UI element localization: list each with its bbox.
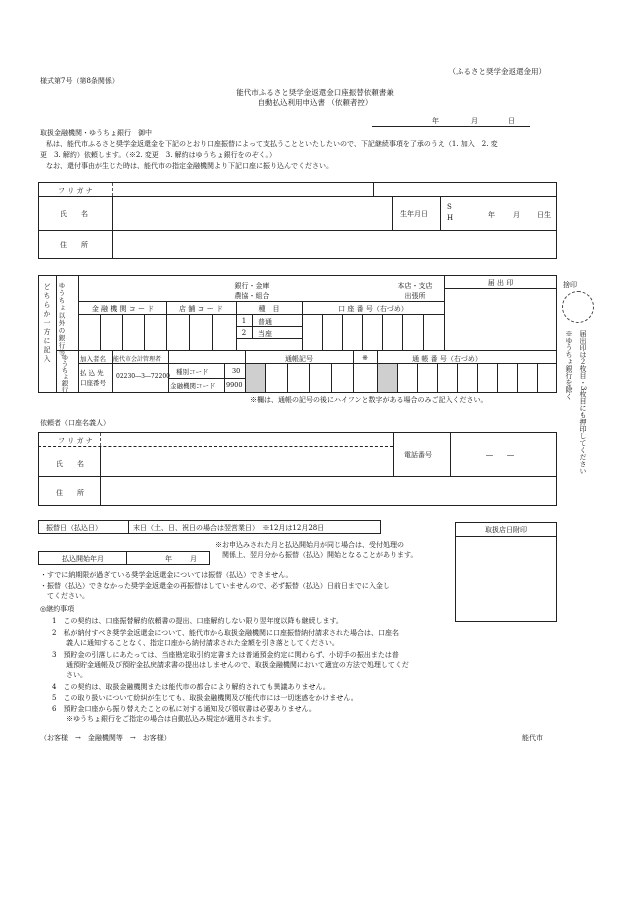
intro-paragraph-2: なお、還付事由が生じた時は、能代市の指定金融機関より下記口座に振り込んでください。 <box>46 162 333 170</box>
inst-code-value: 9900 <box>226 381 243 389</box>
addressee: 取扱金融機関・ゆうちょ銀行 御中 <box>40 129 152 137</box>
start-notice-2: 関係上、翌月分から振替（払込）開始となることがあります。 <box>222 551 418 559</box>
col-account: 口 座 番 号（右づめ） <box>338 305 408 313</box>
shaded-cell <box>246 364 265 392</box>
era-heisei: H <box>447 214 454 222</box>
date-day: 日 <box>508 117 515 125</box>
bank-date-stamp-label: 取扱店日附印 <box>485 526 527 534</box>
branch-kinds: 本店・支店 <box>397 282 433 290</box>
divider <box>168 363 245 364</box>
divider <box>38 476 557 477</box>
term-item: 通預貯金通帳及び預貯金払戻請求書の提出はしませんので、取扱金融機関において適宜の方法で処理してくだ <box>52 661 409 669</box>
col-bank-code: 金 融 機 関 コ ー ド <box>91 305 155 313</box>
transfer-date-value: 末日（土、日、祝日の場合は翌営業日） ※12月は12月28日 <box>133 524 325 532</box>
phone-label: 電話番号 <box>404 451 432 459</box>
divider <box>38 196 557 197</box>
either-one-label: どちらか一方に記入 <box>43 283 52 364</box>
inst-code-label: 金融機関コード <box>170 382 216 390</box>
start-year: 年 <box>165 555 172 563</box>
side-note-yucho: ※ゆうちょ銀行を除く <box>565 330 574 400</box>
divider <box>392 196 393 230</box>
bank-date-stamp-box <box>455 522 557 622</box>
divider <box>78 314 444 315</box>
bullet-2-cont: てください。 <box>40 592 89 600</box>
bullet-1: ・すでに納期限が過ぎている奨学金返還金については振替（払込）できません。 <box>40 571 293 579</box>
intro-paragraph-1b: 更 3. 解約）依頼します。（※2. 変更 3. 解約はゆうちょ銀行をのぞく。） <box>40 151 277 159</box>
form-purpose: （ふるさと奨学金返還金用） <box>448 67 546 76</box>
passbook-number-label: 通 帳 番 号（右づめ） <box>412 355 482 363</box>
digit-divider <box>457 363 458 393</box>
divider <box>78 363 168 364</box>
col-kind: 種 目 <box>258 305 280 313</box>
term-item: 6 預貯金口座から振り替えたことの私に対する通知及び領収書は必要ありません。 <box>52 705 316 713</box>
seal-header: 届 出 印 <box>487 279 514 287</box>
digit-divider <box>212 314 213 350</box>
start-notice-1: ※お申込みされた月と払込開始月が同じ場合は、受付処理の <box>215 541 404 549</box>
digit-divider <box>122 314 123 350</box>
divider <box>455 536 557 537</box>
digit-divider <box>382 314 383 350</box>
holder-furigana-label: フ リ ガ ナ <box>58 437 93 445</box>
kind2-option[interactable]: 当座 <box>258 330 272 338</box>
divider <box>393 432 394 476</box>
col-branch-code: 店 舗 コ ー ド <box>179 305 223 313</box>
divider <box>444 288 557 289</box>
digit-divider <box>100 314 101 350</box>
birth-date-label: 生年月日 <box>400 210 428 218</box>
holder-section <box>38 432 557 506</box>
terms-heading: ◎継約事項 <box>40 605 75 613</box>
stamp-circle[interactable] <box>562 291 594 323</box>
digit-divider <box>397 363 398 393</box>
digit-divider <box>437 363 438 393</box>
holder-name-label: 氏 名 <box>56 460 84 468</box>
divider <box>100 433 101 446</box>
divider <box>38 446 393 447</box>
digit-divider <box>342 314 343 350</box>
digit-divider <box>417 363 418 393</box>
passbook-mark-label: 通帳記号 <box>285 355 313 363</box>
birth-year: 年 <box>488 211 495 219</box>
date-underline <box>372 126 530 127</box>
holder-heading: 依頼者（口座名義人） <box>40 419 110 427</box>
digit-divider <box>144 314 145 350</box>
digit-divider <box>189 314 190 350</box>
digit-divider <box>517 363 518 393</box>
term-item: 3 預貯金の引落しにあたっては、当座勘定取引約定書または普通預金約定に関わらず、小切手の振出または普 <box>52 651 399 659</box>
applicant-address-label: 住 所 <box>60 241 88 249</box>
divider <box>245 363 557 364</box>
divider <box>112 183 113 196</box>
term-item: 1 この契約は、口座振替解約依頼書の提出、口座解約しない限り翌年度以降も継続します。 <box>52 617 343 625</box>
other-bank-label: ゆうちょ以外の銀行等 <box>57 282 66 357</box>
digit-divider <box>497 363 498 393</box>
kind1-no: 1 <box>241 317 247 325</box>
yucho-label: ゆうちょ銀行 <box>60 354 69 393</box>
term-item: 2 私が納付すべき奨学金返還金について、能代市から取扱金融機関に口座振替納付請求された場合は、口座名 <box>52 629 400 637</box>
divider <box>353 350 354 393</box>
type-code-value: 30 <box>232 367 241 375</box>
term-item: 4 この契約は、取扱金融機関または能代市の都合により解約されても異議ありません。 <box>52 683 330 691</box>
subscriber-value: 能代市会計管理者 <box>113 356 162 363</box>
stamp-label: 捨印 <box>563 281 577 289</box>
divider <box>126 551 127 565</box>
bullet-2: ・振替（払込）できなかった奨学金返還金の再振替はしていませんので、必ず振替（払込）日前日までに入金し <box>40 582 390 590</box>
applicant-name-label: 氏 名 <box>60 210 88 218</box>
asterisk-label: ※ <box>362 354 368 362</box>
footer-flow: （お客様 → 金融機関等 → お客様） <box>40 734 171 742</box>
date-year: 年 <box>432 117 439 125</box>
term-item: ※ゆうちょ銀行をご指定の場合は自動払込み規定が適用されます。 <box>52 715 276 723</box>
divider <box>78 301 444 302</box>
digit-divider <box>477 363 478 393</box>
divider <box>168 378 245 379</box>
digit-divider <box>362 314 363 350</box>
divider <box>168 350 169 393</box>
start-month: 月 <box>190 555 197 563</box>
branch-kinds-2: 出張所 <box>404 292 426 300</box>
term-item: 義人に通知することなく、指定口座から納付請求された金額を引き落としてください。 <box>52 639 339 647</box>
bank-kinds: 銀行・金庫 <box>234 282 270 290</box>
digit-divider <box>265 363 266 393</box>
kind1-option[interactable]: 普通 <box>258 318 272 326</box>
shaded-cell <box>378 364 397 392</box>
bank-kinds-2: 農協・組合 <box>234 292 270 300</box>
digit-divider <box>537 363 538 393</box>
divider <box>112 196 113 259</box>
start-month-label: 払込開始年月 <box>62 555 104 563</box>
payee-label-1: 払 込 先 <box>80 369 104 377</box>
divider <box>450 432 451 476</box>
divider <box>440 196 441 230</box>
holder-address-label: 住 所 <box>56 489 84 497</box>
applicant-furigana-label: フ リ ガ ナ <box>58 187 93 195</box>
transfer-date-label: 振替日（払込日） <box>46 524 102 532</box>
term-item: さい。 <box>52 671 87 679</box>
divider <box>38 230 557 231</box>
divider <box>128 520 129 534</box>
payee-label-2: 口座番号 <box>80 379 106 387</box>
digit-divider <box>402 314 403 350</box>
divider <box>224 363 225 393</box>
footer-city: 能代市 <box>522 734 543 742</box>
divider <box>56 350 557 351</box>
digit-divider <box>309 363 310 393</box>
subscriber-label: 加入者名 <box>80 355 106 363</box>
birth-month: 月 <box>513 211 520 219</box>
form-number: 様式第7号（第8条関係） <box>40 77 119 85</box>
digit-divider <box>423 314 424 350</box>
digit-divider <box>322 314 323 350</box>
kind2-no: 2 <box>241 329 247 337</box>
form-title-line2: 自動払込利用申込書 （依頼者控） <box>257 98 373 107</box>
side-note-seal: 届出印は２枚目・3枚目にも押印してください <box>579 330 588 475</box>
phone-value: ― ― <box>486 451 514 459</box>
payee-account-value: 02230―3―72200 <box>116 373 170 380</box>
form-title-line1: 能代市ふるさと奨学金返還金口座振替依頼書兼 <box>236 88 394 97</box>
birth-day: 日生 <box>537 211 551 219</box>
digit-divider <box>331 363 332 393</box>
date-month: 月 <box>471 117 478 125</box>
type-code-label: 種別コード <box>176 368 209 376</box>
divider <box>78 275 79 393</box>
bank-note: ※欄は、通帳の記号の後にハイフンと数字がある場合のみご記入ください。 <box>250 396 488 404</box>
intro-paragraph-1a: 私は、能代市ふるさと奨学金返還金を下記のとおり口座振替によって支払うことといたしたいので、下記継続事項を了承のうえ（1. 加入 2. 変 <box>46 140 498 148</box>
era-showa: S <box>447 203 452 211</box>
term-item: 5 この取り扱いについて紛糾が生じても、取扱金融機関及び能代市には一切迷惑をかけません。 <box>52 694 358 702</box>
digit-divider <box>287 363 288 393</box>
